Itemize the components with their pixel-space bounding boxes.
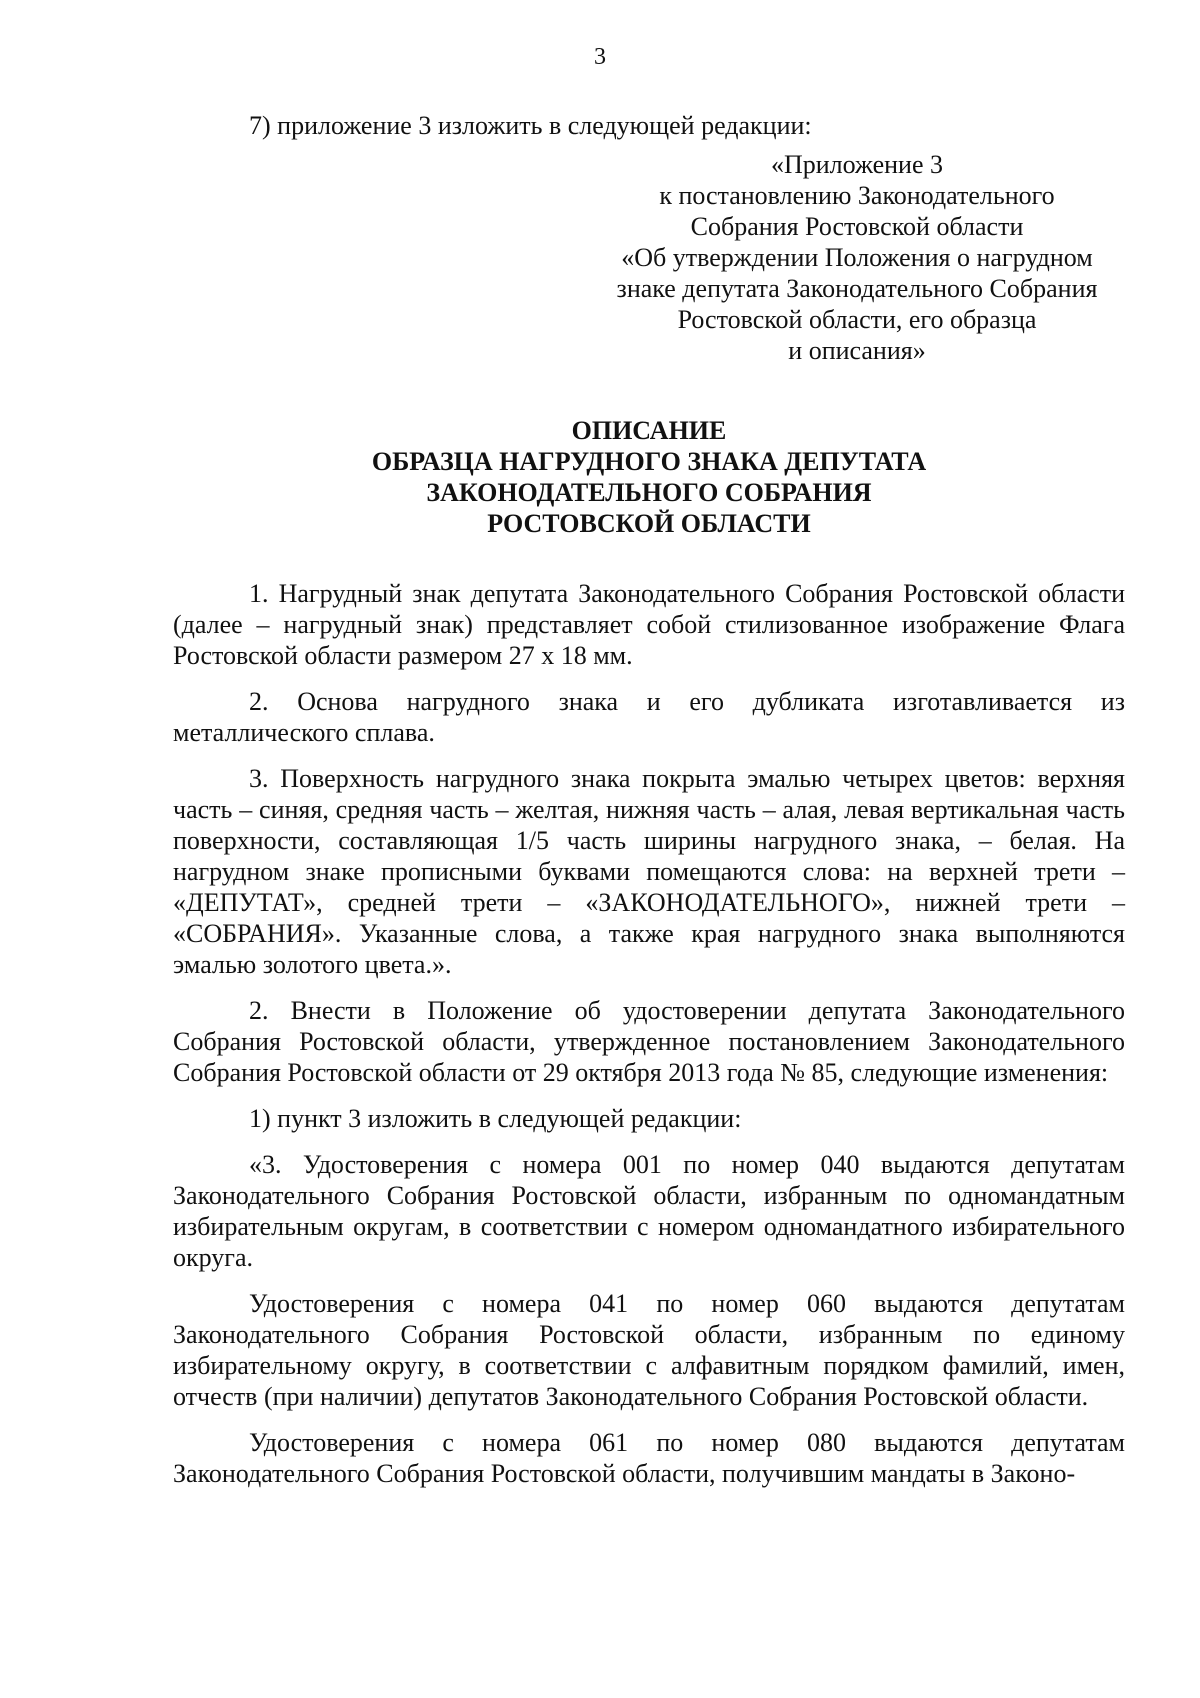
appendix-line: Ростовской области, его образца [677,305,1037,334]
amendment-lead: 7) приложение 3 изложить в следующей редакции: [249,111,812,140]
paragraph-6: «3. Удостоверения с номера 001 по номер 040 выдаются депутатам Законодательного Собрания Ростовской области, избранным по одномандатным избирательным округам, в соответствии с номером одномандатного избирательного округа. [173,1150,1125,1272]
paragraph-5: 1) пункт 3 изложить в следующей редакции: [249,1104,742,1133]
title-line: ОПИСАНИЕ [571,416,727,445]
appendix-line: и описания» [788,336,926,365]
title-line: ОБРАЗЦА НАГРУДНОГО ЗНАКА ДЕПУТАТА [371,447,927,476]
title-line: РОСТОВСКОЙ ОБЛАСТИ [487,509,811,538]
paragraph-8: Удостоверения с номера 061 по номер 080 выдаются депутатам Законодательного Собрания Ростовской области, получившим мандаты в Законо- [173,1428,1125,1488]
title-line: ЗАКОНОДАТЕЛЬНОГО СОБРАНИЯ [426,478,872,507]
appendix-line: знаке депутата Законодательного Собрания [616,274,1098,303]
paragraph-7: Удостоверения с номера 041 по номер 060 выдаются депутатам Законодательного Собрания Ростовской области, избранным по единому избирательному округу, в соответствии с алфавитным порядком фамилий, имен, отчеств (при наличии) депутатов Законодательного Собрания Ростовской области. [173,1289,1125,1411]
document-body [173,110,1125,1504]
appendix-line: «Об утверждении Положения о нагрудном [621,243,1093,272]
paragraph-1: 1. Нагрудный знак депутата Законодательного Собрания Ростовской области (далее – нагрудный знак) представляет собой стилизованное изображение Флага Ростовской области размером 27 х 18 мм. [173,579,1125,670]
page-number: 3 [594,44,606,70]
appendix-line: Собрания Ростовской области [690,212,1024,241]
document-title [173,415,1125,539]
paragraph-3: 3. Поверхность нагрудного знака покрыта эмалью четырех цветов: верхняя часть – синяя, средняя часть – желтая, нижняя часть – алая, левая вертикальная часть поверхности, составляющая 1/5 часть ширины нагрудного знака, – белая. На нагрудном знаке прописными буквами помещаются слова: на верхней трети – «ДЕПУТАТ», средней трети – «ЗАКОНОДАТЕЛЬНОГО», нижней трети – «СОБРАНИЯ». Указанные слова, а также края нагрудного знака выполняются эмалью золотого цвета.». [173,764,1125,979]
paragraph-2: 2. Основа нагрудного знака и его дубликата изготавливается из металлического сплава. [173,687,1125,747]
paragraph-4: 2. Внести в Положение об удостоверении депутата Законодательного Собрания Ростовской области, утвержденное постановлением Законодательного Собрания Ростовской области от 29 октября 2013 года № 85, следующие изменения: [173,996,1125,1087]
appendix-line: к постановлению Законодательного [659,181,1055,210]
appendix-reference-block [586,149,1128,366]
appendix-line: «Приложение 3 [770,150,944,179]
